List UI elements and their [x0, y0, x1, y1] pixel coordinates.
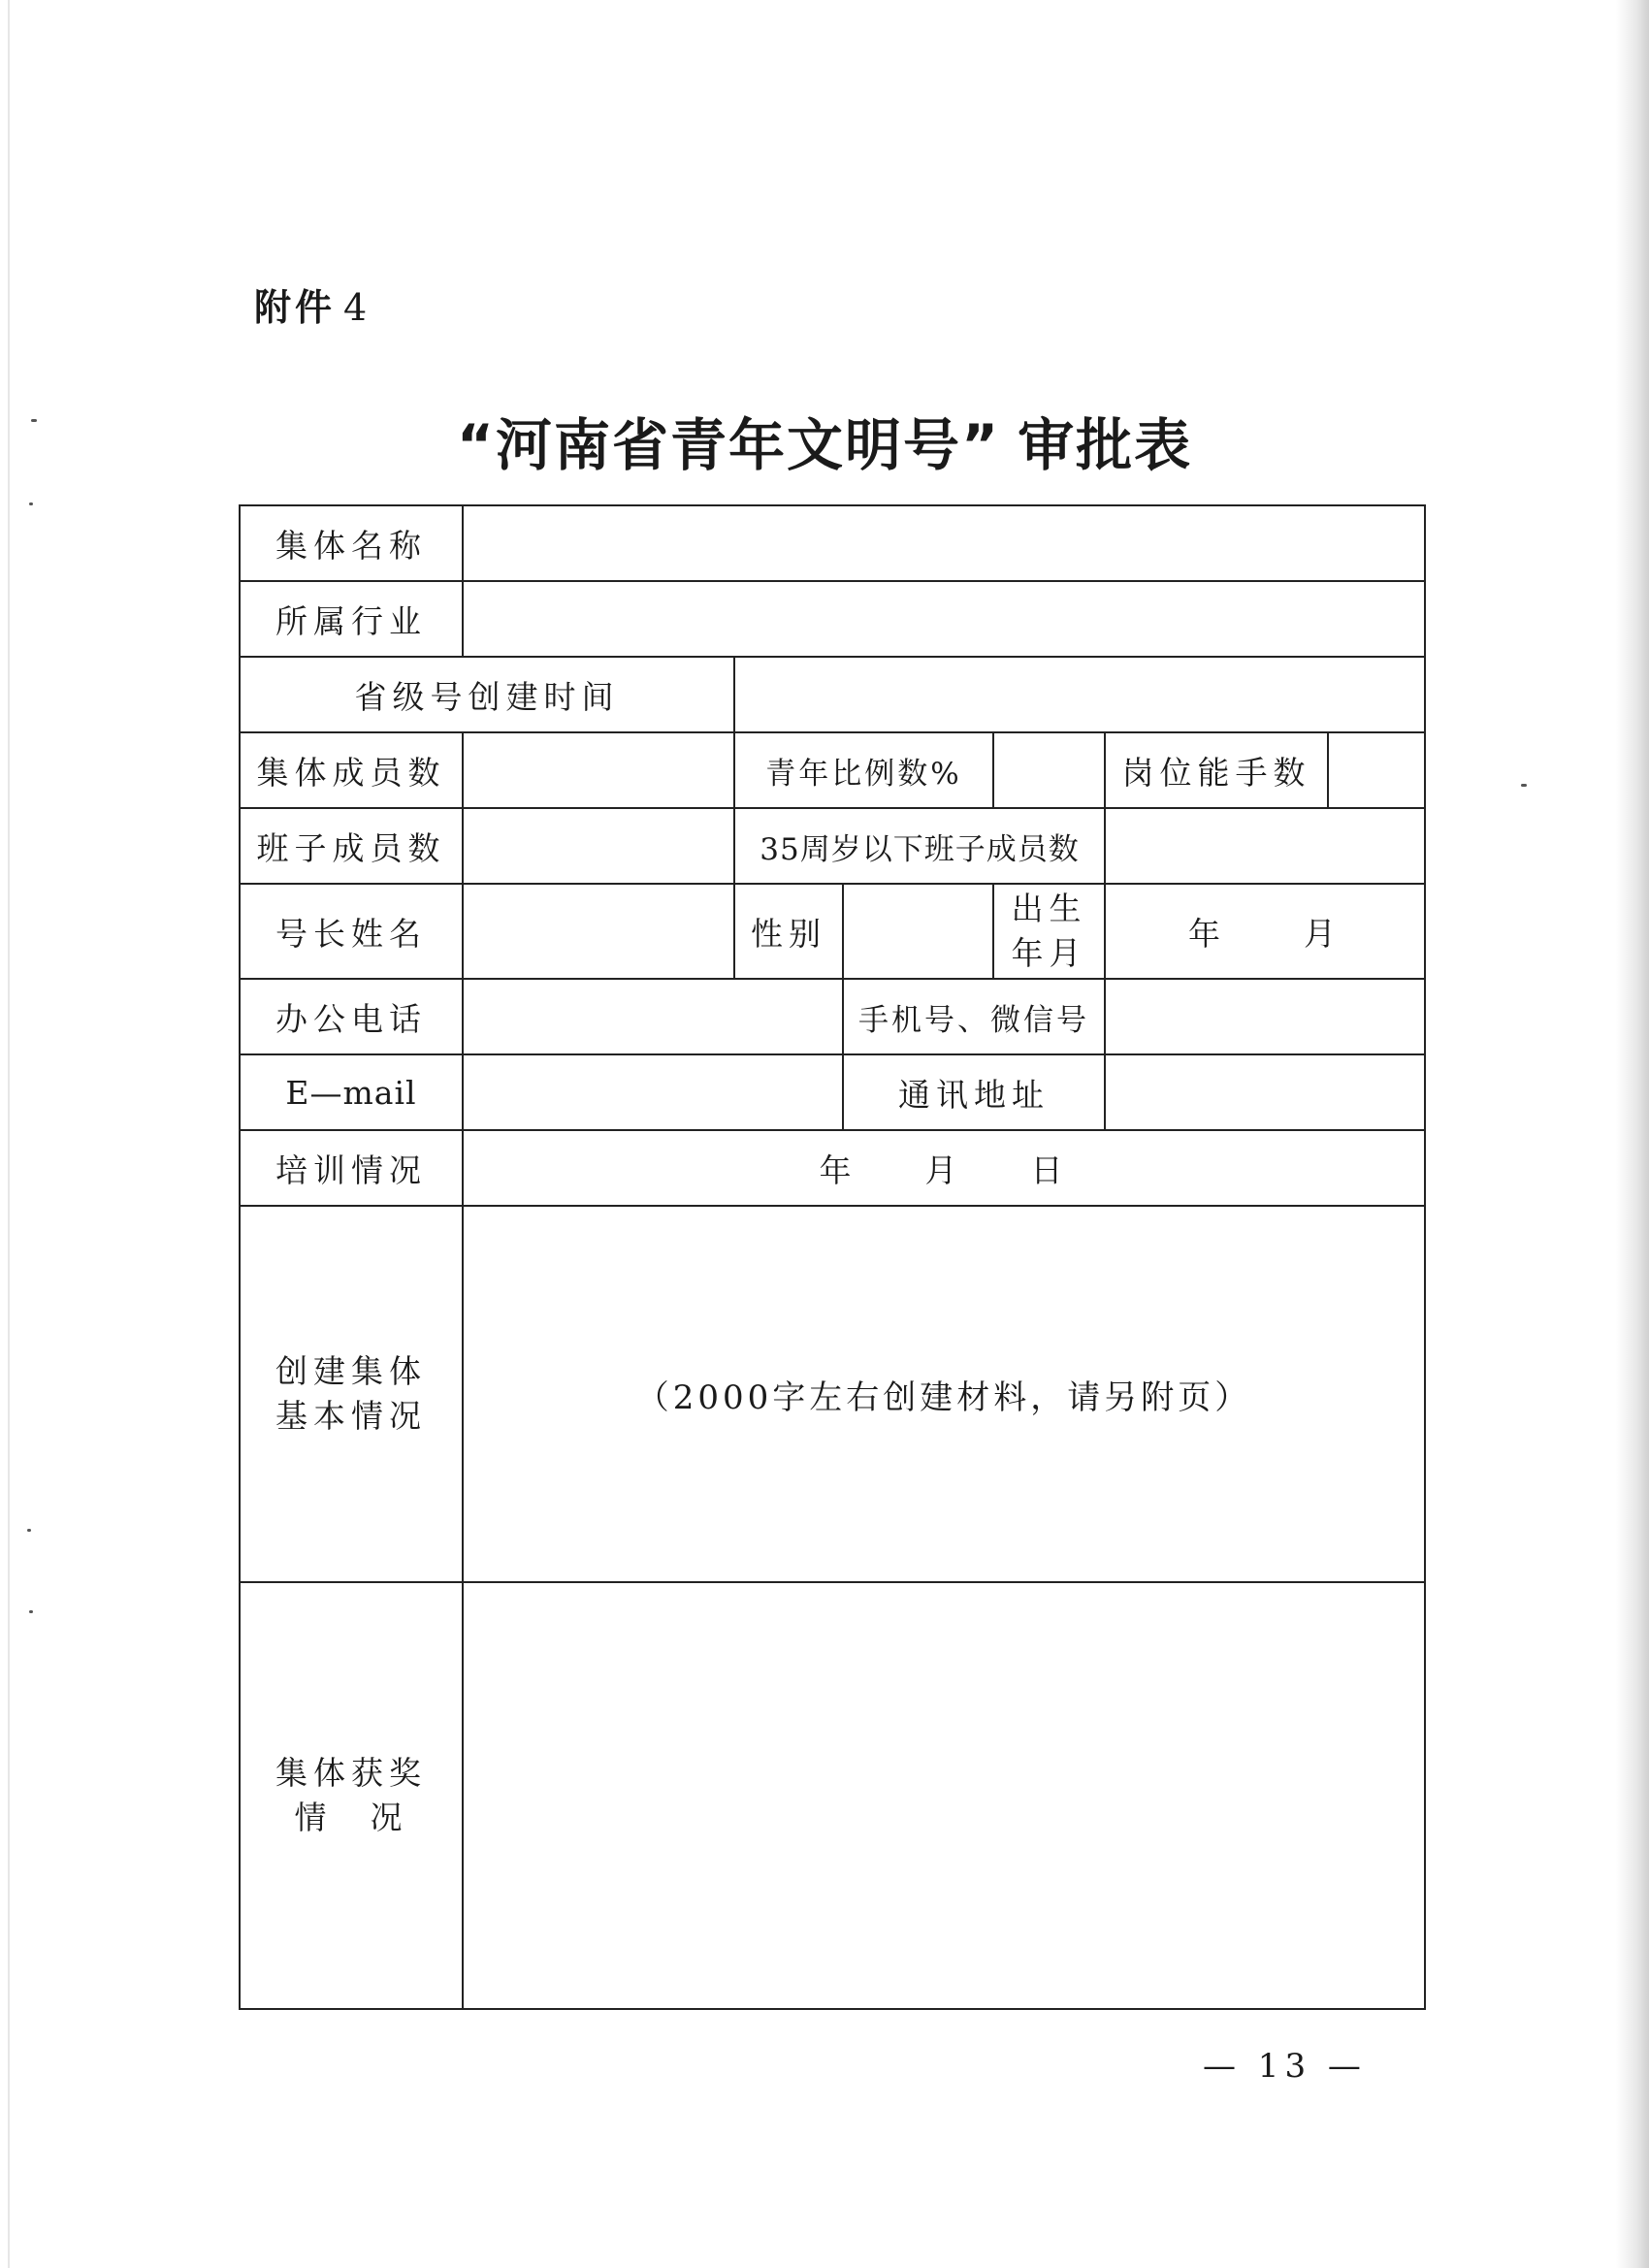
- member-count-label: 集体成员数: [240, 732, 463, 808]
- awards-label: [240, 1582, 463, 2009]
- office-phone-label: 办公电话: [240, 979, 463, 1054]
- training-month-label: 月: [924, 1150, 963, 1189]
- birth-label-line1: 出生: [1011, 890, 1087, 927]
- skilled-label: 岗位能手数: [1105, 732, 1328, 808]
- scan-speck: [1521, 784, 1527, 787]
- awards-field[interactable]: [463, 1582, 1425, 2009]
- row-member-counts: [240, 732, 1425, 808]
- row-training: [240, 1130, 1425, 1206]
- office-phone-field[interactable]: [463, 979, 843, 1054]
- title-tail: 审批表: [1018, 412, 1193, 478]
- collective-name-field[interactable]: [463, 505, 1425, 581]
- basic-info-label: [240, 1206, 463, 1582]
- birth-label: [993, 884, 1105, 979]
- team-under35-label: 35周岁以下班子成员数: [734, 808, 1105, 884]
- scan-right-edge-shadow: [1616, 0, 1649, 2268]
- basic-info-label-line2: 基本情况: [275, 1397, 427, 1435]
- birth-month-label: 月: [1304, 914, 1342, 953]
- team-under35-field[interactable]: [1105, 808, 1425, 884]
- email-label: E—mail: [240, 1054, 463, 1130]
- mobile-wechat-field[interactable]: [1105, 979, 1425, 1054]
- provincial-time-field[interactable]: [734, 657, 1425, 732]
- industry-field[interactable]: [463, 581, 1425, 657]
- youth-ratio-label: 青年比例数%: [734, 732, 993, 808]
- training-day-label: 日: [1030, 1150, 1069, 1189]
- attachment-label: [254, 277, 371, 331]
- scan-speck: [29, 502, 33, 505]
- row-leader: [240, 884, 1425, 979]
- scan-speck: [27, 1529, 31, 1532]
- training-field[interactable]: [463, 1130, 1425, 1206]
- skilled-field[interactable]: [1328, 732, 1425, 808]
- approval-form-table: [239, 504, 1426, 2010]
- row-awards: [240, 1582, 1425, 2009]
- training-label: 培训情况: [240, 1130, 463, 1206]
- birth-year-label: 年: [1188, 914, 1226, 953]
- basic-info-label-line1: 创建集体: [275, 1352, 427, 1390]
- page-title: [0, 400, 1649, 481]
- youth-ratio-field[interactable]: [993, 732, 1105, 808]
- attachment-text: 附件: [254, 286, 337, 329]
- mobile-wechat-label: 手机号、微信号: [843, 979, 1105, 1054]
- attachment-number: 4: [343, 286, 372, 329]
- birth-label-line2: 年月: [1011, 934, 1087, 972]
- page-number: — 13 —: [1203, 2047, 1367, 2086]
- basic-info-field[interactable]: [463, 1206, 1425, 1582]
- row-industry: [240, 581, 1425, 657]
- row-basic-info: [240, 1206, 1425, 1582]
- awards-label-line2: 情 况: [294, 1798, 408, 1836]
- row-email: [240, 1054, 1425, 1130]
- scan-speck: [29, 1610, 33, 1613]
- team-count-field[interactable]: [463, 808, 734, 884]
- leader-name-label: 号长姓名: [240, 884, 463, 979]
- gender-label: 性别: [734, 884, 843, 979]
- email-field[interactable]: [463, 1054, 843, 1130]
- provincial-time-label: 省级号创建时间: [240, 657, 734, 732]
- address-label: 通讯地址: [843, 1054, 1105, 1130]
- collective-name-label: 集体名称: [240, 505, 463, 581]
- row-provincial-time: [240, 657, 1425, 732]
- team-count-label: 班子成员数: [240, 808, 463, 884]
- industry-label: 所属行业: [240, 581, 463, 657]
- row-phone: [240, 979, 1425, 1054]
- title-main: “河南省青年文明号”: [456, 412, 1001, 478]
- basic-info-note: （2000字左右创建材料，请另附页）: [635, 1377, 1252, 1417]
- leader-name-field[interactable]: [463, 884, 734, 979]
- awards-label-line1: 集体获奖: [275, 1754, 427, 1792]
- member-count-field[interactable]: [463, 732, 734, 808]
- gender-field[interactable]: [843, 884, 993, 979]
- row-team-counts: [240, 808, 1425, 884]
- scan-left-edge: [8, 0, 10, 2268]
- address-field[interactable]: [1105, 1054, 1425, 1130]
- training-year-label: 年: [819, 1150, 857, 1189]
- birth-field[interactable]: [1105, 884, 1425, 979]
- row-collective-name: [240, 505, 1425, 581]
